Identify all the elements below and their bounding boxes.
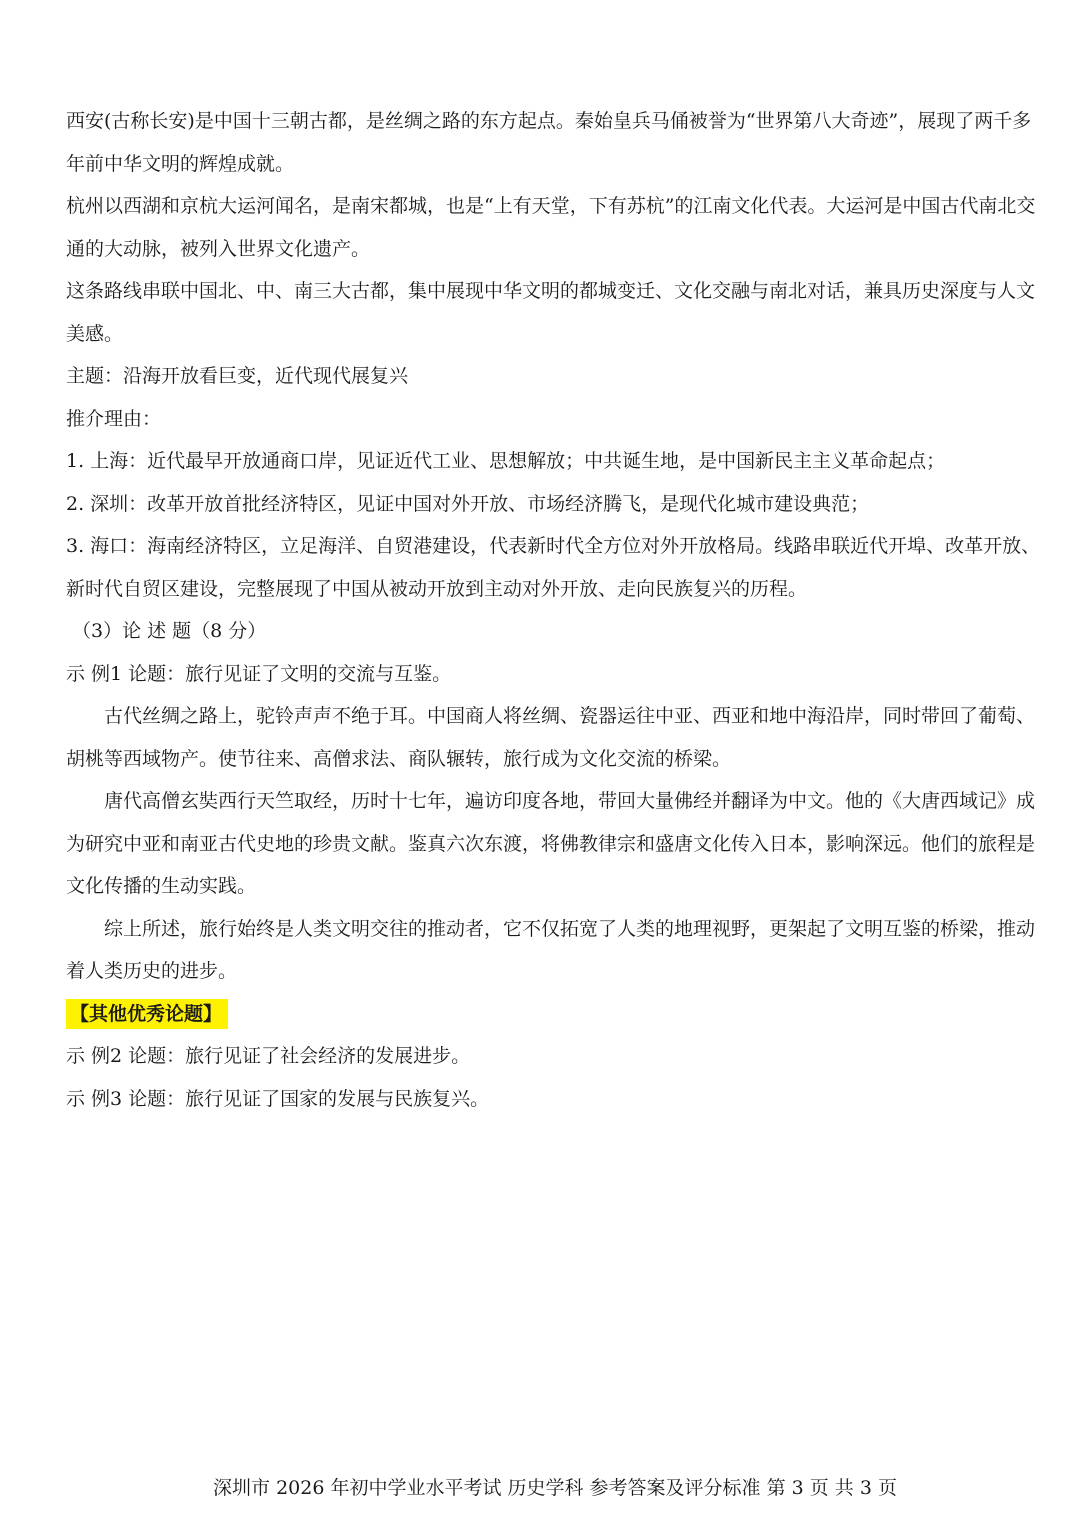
paragraph-xian: 西安(古称长安)是中国十三朝古都，是丝绸之路的东方起点。秦始皇兵马俑被誉为“世界第八大奇迹”，展现了两千多年前中华文明的辉煌成就。 [66, 110, 1032, 175]
theme-line: 主题：沿海开放看巨变，近代现代展复兴 [66, 365, 409, 387]
other-topics-row [66, 993, 1041, 1036]
page-content [66, 100, 1041, 1120]
essay-paragraph-silk-road: 古代丝绸之路上，驼铃声声不绝于耳。中国商人将丝绸、瓷器运往中亚、西亚和地中海沿岸，同时带回了葡萄、胡桃等西域物产。使节往来、高僧求法、商队辗转，旅行成为文化交流的桥梁。 [66, 705, 1036, 770]
paragraph-route-summary: 这条路线串联中国北、中、南三大古都，集中展现中华文明的都城变迁、文化交融与南北对话，兼具历史深度与人文美感。 [66, 280, 1036, 345]
essay-paragraph-conclusion: 综上所述，旅行始终是人类文明交往的推动者，它不仅拓宽了人类的地理视野，更架起了文明互鉴的桥梁，推动着人类历史的进步。 [66, 917, 1036, 982]
essay-question-heading: （3）论 述 题（8 分） [72, 620, 267, 642]
example-2-thesis: 示 例2 论题：旅行见证了社会经济的发展进步。 [66, 1045, 471, 1067]
reason-item-shenzhen: 2. 深圳：改革开放首批经济特区，见证中国对外开放、市场经济腾飞，是现代化城市建设典范； [66, 492, 870, 515]
example-1-thesis: 示 例1 论题：旅行见证了文明的交流与互鉴。 [66, 662, 452, 685]
essay-paragraph-xuanzang: 唐代高僧玄奘西行天竺取经，历时十七年，遍访印度各地，带回大量佛经并翻译为中文。他的《大唐西域记》成为研究中亚和南亚古代史地的珍贵文献。鉴真六次东渡，将佛教律宗和盛唐文化传入日本，影响深远。他们的旅程是文化传播的生动实践。 [66, 790, 1036, 897]
paragraph-hangzhou: 杭州以西湖和京杭大运河闻名，是南宋都城，也是“上有天堂，下有苏杭”的江南文化代表。大运河是中国古代南北交通的大动脉，被列入世界文化遗产。 [66, 195, 1036, 260]
reason-item-shanghai: 1. 上海：近代最早开放通商口岸，见证近代工业、思想解放；中共诞生地，是中国新民主主义革命起点； [66, 450, 946, 472]
page-footer: 深圳市 2026 年初中学业水平考试 历史学科 参考答案及评分标准 第 3 页 共 3 页 [213, 1477, 897, 1499]
reason-heading: 推介理由： [66, 407, 162, 430]
other-topics-highlight: 【其他优秀论题】 [66, 999, 228, 1029]
reason-item-haikou: 3. 海口：海南经济特区，立足海洋、自贸港建设，代表新时代全方位对外开放格局。线路串联近代开埠、改革开放、新时代自贸区建设，完整展现了中国从被动开放到主动对外开放、走向民族复兴的历程。 [66, 535, 1041, 600]
example-3-thesis: 示 例3 论题：旅行见证了国家的发展与民族复兴。 [66, 1087, 490, 1110]
